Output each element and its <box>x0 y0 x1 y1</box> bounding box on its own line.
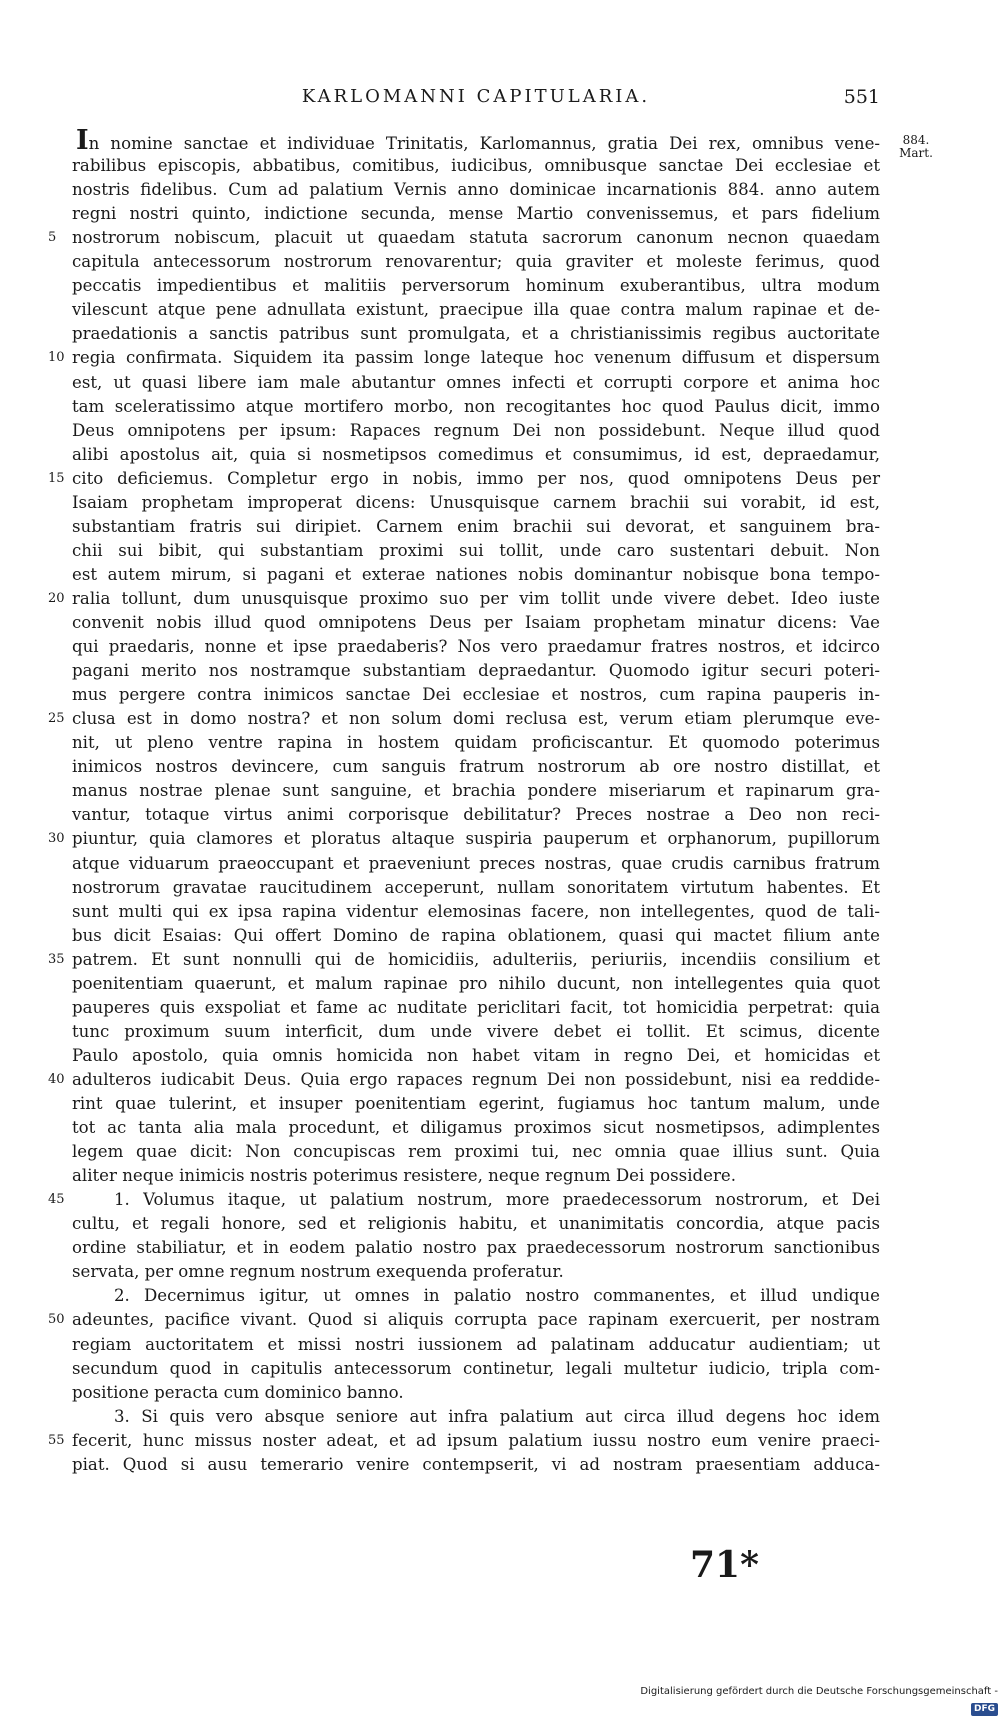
text-line <box>72 1284 880 1308</box>
text-line <box>72 467 880 491</box>
text-line-content: pagani merito nos nostramque substantiam depraedantur. Quomodo igitur securi poteri- <box>72 661 880 681</box>
text-line <box>72 683 880 707</box>
text-line-content: tot ac tanta alia mala procedunt, et diligamus proximos sicut nosmetipsos, adimplentes <box>72 1118 880 1138</box>
text-line <box>72 178 880 202</box>
text-line-content: atque viduarum praeoccupant et praeveniunt preces nostras, quae crudis carnibus fratrum <box>72 853 880 873</box>
text-line <box>72 1044 880 1068</box>
text-line <box>72 611 880 635</box>
margin-year: 884. <box>902 133 930 147</box>
text-line-content: sunt multi qui ex ipsa rapina videntur elemosinas facere, non intellegentes, quod de tali- <box>72 901 880 921</box>
text-line-content: est, ut quasi libere iam male abutantur omnes infecti et corrupti corpore et anima hoc <box>72 372 880 392</box>
text-line-content: regni nostri quinto, indictione secunda, mense Martio convenissemus, et pars fidelium <box>72 204 880 224</box>
text-line-content: bus dicit Esaias: Qui offert Domino de rapina oblationem, quasi qui mactet filium ante <box>72 925 880 945</box>
text-line-content: regiam auctoritatem et missi nostri iussionem ad palatinam adducatur audientiam; ut <box>72 1334 880 1354</box>
text-line <box>72 779 880 803</box>
text-line-content: Deus omnipotens per ipsum: Rapaces regnum Dei non possidebunt. Neque illud quod <box>72 420 880 440</box>
text-line-content: clusa est in domo nostra? et non solum domi reclusa est, verum etiam plerumque eve- <box>72 709 880 729</box>
text-line-content: chii sui bibit, qui substantiam proximi sui tollit, unde caro sustentari debuit. Non <box>72 540 880 560</box>
text-line-content: secundum quod in capitulis antecessorum continetur, legali multetur iudicio, tripla com- <box>72 1358 880 1378</box>
line-number: 15 <box>48 470 65 486</box>
line-number: 30 <box>48 831 65 847</box>
line-number: 5 <box>48 230 57 246</box>
line-number: 40 <box>48 1071 65 1087</box>
text-line <box>72 1212 880 1236</box>
text-line <box>72 1140 880 1164</box>
text-line-content: 3. Si quis vero absque seniore aut infra palatium aut circa illud degens hoc idem <box>114 1406 880 1426</box>
text-line <box>72 346 880 370</box>
margin-month: Mart. <box>899 146 933 160</box>
text-line-content: substantiam fratris sui diripiet. Carnem enim brachii sui devorat, et sanguinem bra- <box>72 516 880 536</box>
text-line <box>72 635 880 659</box>
text-line-content: nostris fidelibus. Cum ad palatium Vernis anno dominicae incarnationis 884. anno autem <box>72 180 880 200</box>
text-line <box>72 1236 880 1260</box>
line-number: 25 <box>48 711 65 727</box>
text-line <box>72 491 880 515</box>
text-line <box>72 827 880 851</box>
text-line-content: Paulo apostolo, quia omnis homicida non habet vitam in regno Dei, et homicidas et <box>72 1045 880 1065</box>
text-line <box>72 803 880 827</box>
text-line <box>72 274 880 298</box>
text-line-content: 1. Volumus itaque, ut palatium nostrum, more praedecessorum nostrorum, et Dei <box>114 1190 880 1210</box>
text-line-content: adeuntes, pacifice vivant. Quod si aliquis corrupta pace rapinam exercuerit, per nostram <box>72 1310 880 1330</box>
digitization-footer <box>610 1683 998 1714</box>
text-line-content: adulteros iudicabit Deus. Quia ergo rapaces regnum Dei non possidebunt, nisi ea reddide- <box>72 1069 880 1089</box>
text-line-content: inimicos nostros devincere, cum sanguis fratrum nostrorum ab ore nostro distillat, et <box>72 757 880 777</box>
text-line-content: nostrorum nobiscum, placuit ut quaedam statuta sacrorum canonum necnon quaedam <box>72 228 880 248</box>
text-line <box>72 539 880 563</box>
text-line <box>72 563 880 587</box>
text-line <box>72 443 880 467</box>
text-line-content: mus pergere contra inimicos sanctae Dei ecclesiae et nostros, cum rapina pauperis in- <box>72 685 880 705</box>
running-title: KARLOMANNI CAPITULARIA. <box>301 86 651 107</box>
text-line-content: praedationis a sanctis patribus sunt promulgata, et a christianissimis regibus auctoritate <box>72 324 880 344</box>
text-line-content: 2. Decernimus igitur, ut omnes in palatio nostro commanentes, et illud undique <box>114 1286 880 1306</box>
text-line-content: nostrorum gravatae raucitudinem acceperunt, nullam sonoritatem virtutum habentes. Et <box>72 877 880 897</box>
text-line-content: servata, per omne regnum nostrum exequenda proferatur. <box>72 1262 564 1282</box>
text-line <box>72 924 880 948</box>
signature-mark: 71* <box>690 1544 759 1586</box>
text-line <box>72 996 880 1020</box>
dfg-logo: DFG <box>971 1703 998 1716</box>
text-line-content: legem quae dicit: Non concupiscas rem proximi tui, nec omnia quae illius sunt. Quia <box>72 1142 880 1162</box>
drop-initial: I <box>76 125 89 156</box>
text-line-content: Isaiam prophetam improperat dicens: Unusquisque carnem brachii sui vorabit, id est, <box>72 492 880 512</box>
text-line <box>72 1260 880 1284</box>
text-line-content: alibi apostolus ait, quia si nosmetipsos comedimus et consumimus, id est, depraedamur, <box>72 444 880 464</box>
text-line <box>72 1092 880 1116</box>
text-line-content: aliter neque inimicis nostris poterimus resistere, neque regnum Dei possidere. <box>72 1166 736 1186</box>
text-line <box>72 755 880 779</box>
text-line <box>72 1381 880 1405</box>
text-line <box>72 1068 880 1092</box>
text-line-content: convenit nobis illud quod omnipotens Deus per Isaiam prophetam minatur dicens: Vae <box>72 613 880 632</box>
text-line <box>72 395 880 419</box>
text-line <box>72 298 880 322</box>
text-line-content: poenitentiam quaerunt, et malum rapinae pro nihilo ducunt, non intellegentes quia quot <box>72 973 880 993</box>
text-line <box>72 1333 880 1357</box>
page-header <box>72 86 880 116</box>
text-line-content: cito deficiemus. Completur ergo in nobis, immo per nos, quod omnipotens Deus per <box>72 468 880 488</box>
line-number: 35 <box>48 951 65 967</box>
text-line <box>72 1405 880 1429</box>
line-number: 55 <box>48 1432 65 1448</box>
text-line-content: n nomine sanctae et individuae Trinitatis, Karlomannus, gratia Dei rex, omnibus vene- <box>88 134 880 153</box>
text-line <box>72 226 880 250</box>
text-line <box>72 125 880 156</box>
text-line-content: tam sceleratissimo atque mortifero morbo, non recogitantes hoc quod Paulus dicit, immo <box>72 396 880 416</box>
text-line <box>72 202 880 226</box>
text-line-content: nit, ut pleno ventre rapina in hostem quidam proficiscantur. Et quomodo poterimus <box>72 733 880 753</box>
text-line <box>72 1164 880 1188</box>
line-number: 10 <box>48 350 65 366</box>
text-line-content: qui praedaris, nonne et ipse praedaberis? Nos vero praedamur fratres nostros, et idcirco <box>72 637 880 657</box>
text-line-content: patrem. Et sunt nonnulli qui de homicidiis, adulteriis, periuriis, incendiis consilium et <box>72 949 880 969</box>
text-line-content: rint quae tulerint, et insuper poenitentiam egerint, fugiamus hoc tantum malum, unde <box>72 1094 880 1113</box>
text-line <box>72 948 880 972</box>
text-line-content: pauperes quis exspoliat et fame ac nuditate periclitari facit, tot homicidia perpetrat: quia <box>72 997 880 1017</box>
line-number: 45 <box>48 1192 65 1208</box>
text-line <box>72 1308 880 1332</box>
text-line <box>72 419 880 443</box>
text-line <box>72 659 880 683</box>
text-line-content: est autem mirum, si pagani et exterae nationes nobis dominantur nobisque bona tempo- <box>72 564 880 584</box>
text-line <box>72 852 880 876</box>
line-number: 50 <box>48 1312 65 1328</box>
text-line-content: regia confirmata. Siquidem ita passim longe lateque hoc venenum diffusum et dispersum <box>72 348 880 368</box>
text-line-content: positione peracta cum dominico banno. <box>72 1382 404 1402</box>
text-line-content: piat. Quod si ausu temerario venire contempserit, vi ad nostram praesentiam adduca- <box>72 1454 880 1474</box>
text-line-content: peccatis impedientibus et malitiis perversorum hominum exuberantibus, ultra modum <box>72 276 880 296</box>
text-line <box>72 1116 880 1140</box>
text-line <box>72 1453 880 1477</box>
text-line-content: ordine stabiliatur, et in eodem palatio nostro pax praedecessorum nostrorum sanctionibus <box>72 1238 880 1258</box>
text-line-content: vilescunt atque pene adnullata existunt, praecipue illa quae contra malum rapinae et de- <box>72 300 880 320</box>
text-line <box>72 250 880 274</box>
text-line <box>72 876 880 900</box>
text-line-content: fecerit, hunc missus noster adeat, et ad ipsum palatium iussu nostro eum venire praeci- <box>72 1430 880 1450</box>
text-line <box>72 900 880 924</box>
text-line <box>72 587 880 611</box>
text-line <box>72 1357 880 1381</box>
line-number: 20 <box>48 590 65 606</box>
text-line-content: manus nostrae plenae sunt sanguine, et brachia pondere miseriarum et rapinarum gra- <box>72 781 880 801</box>
text-line <box>72 1020 880 1044</box>
text-line <box>72 1429 880 1453</box>
text-line <box>72 972 880 996</box>
text-line-content: tunc proximum suum interficit, dum unde vivere debet ei tollit. Et scimus, dicente <box>72 1021 880 1041</box>
text-line-content: capitula antecessorum nostrorum renovarentur; quia graviter et moleste ferimus, quod <box>72 252 880 272</box>
text-line <box>72 515 880 539</box>
margin-date-note <box>886 134 946 160</box>
text-line <box>72 371 880 395</box>
text-line <box>72 1188 880 1212</box>
text-line-content: piuntur, quia clamores et ploratus altaque suspiria pauperum et orphanorum, pupillorum <box>72 829 880 849</box>
text-line-content: vantur, totaque virtus animi corporisque debilitatur? Preces nostrae a Deo non reci- <box>72 805 880 825</box>
text-line <box>72 154 880 178</box>
text-line <box>72 731 880 755</box>
text-line-content: ralia tollunt, dum unusquisque proximo suo per vim tollit unde vivere debet. Ideo iuste <box>72 588 880 608</box>
text-line <box>72 322 880 346</box>
page-number: 551 <box>843 86 880 108</box>
text-line <box>72 707 880 731</box>
footer-text: Digitalisierung gefördert durch die Deutsche Forschungsgemeinschaft - <box>640 1686 998 1697</box>
text-line-content: rabilibus episcopis, abbatibus, comitibus, iudicibus, omnibusque sanctae Dei ecclesiae et <box>72 156 880 176</box>
text-line-content: cultu, et regali honore, sed et religionis habitu, et unanimitatis concordia, atque pacis <box>72 1214 880 1234</box>
